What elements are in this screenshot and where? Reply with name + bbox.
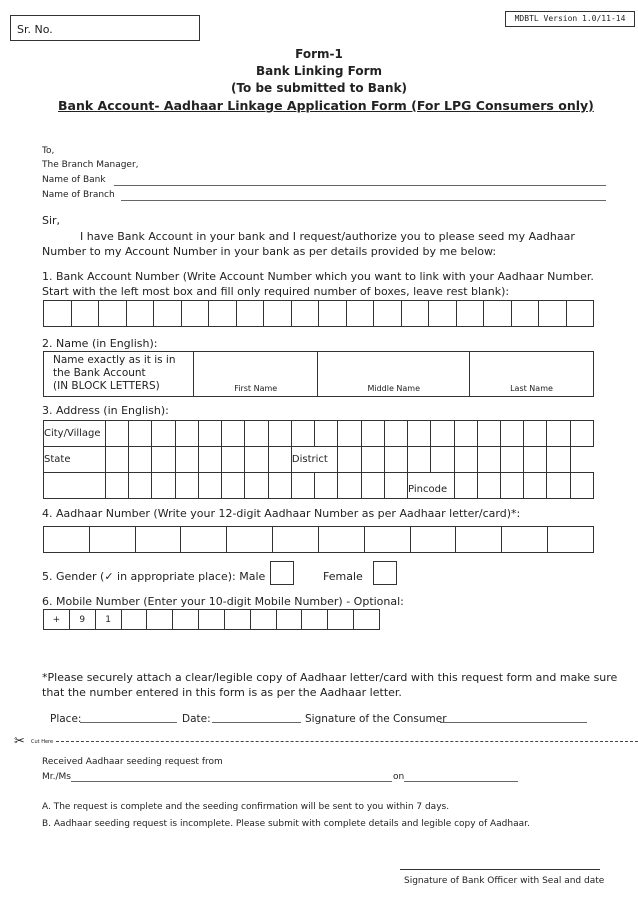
branch-name-label: Name of Branch — [42, 190, 115, 200]
aadhaar-digit-box[interactable] — [44, 527, 90, 553]
address-box[interactable] — [268, 447, 291, 473]
receipt-item-b: B. Aadhaar seeding request is incomplete. Please submit with complete details and legible copy of Aadhaar. — [42, 819, 530, 829]
first-name-label: First Name — [234, 384, 278, 393]
mobile-digit-box[interactable] — [224, 610, 250, 630]
address-box[interactable] — [454, 447, 477, 473]
applicant-name-field[interactable] — [71, 781, 392, 782]
address-box[interactable] — [106, 447, 129, 473]
mobile-digit-box[interactable] — [250, 610, 276, 630]
account-digit-box[interactable] — [236, 301, 264, 327]
account-digit-box[interactable] — [264, 301, 292, 327]
country-code-1: 1 — [95, 610, 121, 630]
district-label: District — [291, 447, 337, 473]
account-digit-box[interactable] — [44, 301, 72, 327]
mobile-digit-box[interactable] — [328, 610, 354, 630]
address-box[interactable] — [268, 421, 291, 447]
receipt-item-a: A. The request is complete and the seeding confirmation will be sent to you within 7 days. — [42, 802, 450, 812]
name-instruction-1: Name exactly as it is in — [53, 354, 176, 366]
submit-note: (To be submitted to Bank) — [230, 81, 408, 95]
account-digit-box[interactable] — [181, 301, 209, 327]
address-box[interactable] — [175, 421, 198, 447]
aadhaar-digit-box[interactable] — [318, 527, 364, 553]
account-digit-box[interactable] — [374, 301, 402, 327]
pincode-box[interactable] — [500, 473, 523, 499]
note-line-2: that the number entered in this form is as per the Aadhaar letter. — [42, 686, 402, 699]
section5-title: 5. Gender (✓ in appropriate place): Male — [42, 570, 266, 583]
address-box[interactable] — [431, 447, 454, 473]
account-digit-box[interactable] — [71, 301, 99, 327]
address-box[interactable] — [198, 421, 221, 447]
last-name-field[interactable] — [470, 352, 594, 397]
cut-here-label: Cut Here — [31, 739, 54, 745]
address-box[interactable] — [152, 421, 175, 447]
aadhaar-digit-box[interactable] — [456, 527, 502, 553]
address-box[interactable] — [500, 447, 523, 473]
pincode-box[interactable] — [570, 473, 593, 499]
name-instruction-cell — [44, 352, 194, 397]
mr-ms-label: Mr./Ms — [42, 772, 71, 782]
account-digit-box[interactable] — [154, 301, 182, 327]
date-label: Date: — [182, 713, 211, 725]
address-box[interactable] — [222, 473, 245, 499]
address-box[interactable] — [129, 447, 152, 473]
address-box[interactable] — [44, 473, 106, 499]
place-label: Place: — [50, 713, 82, 725]
account-digit-box[interactable] — [99, 301, 127, 327]
name-table — [43, 351, 594, 397]
pincode-box[interactable] — [547, 473, 570, 499]
account-digit-box[interactable] — [566, 301, 594, 327]
aadhaar-digit-box[interactable] — [548, 527, 594, 553]
branch-manager-label: The Branch Manager, — [42, 160, 139, 170]
address-box[interactable] — [338, 421, 361, 447]
to-label: To, — [42, 146, 55, 156]
section6-title: 6. Mobile Number (Enter your 10-digit Mobile Number) - Optional: — [42, 595, 404, 608]
address-grid — [43, 420, 594, 499]
address-box[interactable] — [384, 473, 407, 499]
address-box[interactable] — [245, 473, 268, 499]
mobile-digit-box[interactable] — [121, 610, 147, 630]
account-digit-box[interactable] — [539, 301, 567, 327]
consumer-signature-field[interactable] — [440, 722, 587, 723]
on-label: on — [393, 772, 405, 782]
account-digit-box[interactable] — [319, 301, 347, 327]
address-box[interactable] — [315, 473, 338, 499]
address-box[interactable] — [222, 421, 245, 447]
account-digit-box[interactable] — [456, 301, 484, 327]
cut-line — [56, 741, 638, 742]
consumer-signature-label: Signature of the Consumer — [305, 713, 447, 725]
pincode-box[interactable] — [477, 473, 500, 499]
address-box[interactable] — [222, 447, 245, 473]
section4-title: 4. Aadhaar Number (Write your 12-digit Aadhaar Number as per Aadhaar letter/card)*: — [42, 507, 521, 520]
officer-signature-line[interactable] — [400, 869, 600, 870]
address-box[interactable] — [361, 447, 384, 473]
address-box[interactable] — [315, 421, 338, 447]
address-box[interactable] — [338, 447, 361, 473]
aadhaar-digit-box[interactable] — [410, 527, 456, 553]
last-name-label: Last Name — [510, 384, 553, 393]
account-digit-box[interactable] — [429, 301, 457, 327]
account-digit-box[interactable] — [126, 301, 154, 327]
address-box[interactable] — [361, 421, 384, 447]
first-name-field[interactable] — [194, 352, 318, 397]
letter-line-1: I have Bank Account in your bank and I request/authorize you to please seed my Aadhaar — [80, 230, 575, 243]
address-box[interactable] — [129, 421, 152, 447]
address-box[interactable] — [547, 421, 570, 447]
scissors-icon: ✂ — [14, 734, 25, 749]
address-box[interactable] — [338, 473, 361, 499]
mobile-digit-box[interactable] — [302, 610, 328, 630]
aadhaar-digit-box[interactable] — [502, 527, 548, 553]
version-label: MDBTL Version 1.0/11-14 — [505, 11, 635, 27]
address-box[interactable] — [291, 421, 314, 447]
pincode-label: Pincode — [408, 473, 454, 499]
form-subtitle: Bank Account- Aadhaar Linkage Application Form (For LPG Consumers only) — [58, 98, 594, 113]
address-box[interactable] — [291, 473, 314, 499]
note-line-1: *Please securely attach a clear/legible copy of Aadhaar letter/card with this request form and make sure — [42, 671, 618, 684]
mobile-digit-box[interactable] — [147, 610, 173, 630]
mobile-number-grid[interactable] — [43, 609, 380, 630]
mobile-digit-box[interactable] — [354, 610, 380, 630]
address-box[interactable] — [384, 447, 407, 473]
salutation: Sir, — [42, 214, 61, 227]
sr-no-box[interactable] — [10, 15, 200, 41]
account-digit-box[interactable] — [346, 301, 374, 327]
address-box[interactable] — [477, 421, 500, 447]
address-box[interactable] — [384, 421, 407, 447]
account-digit-box[interactable] — [511, 301, 539, 327]
mobile-digit-box[interactable] — [199, 610, 225, 630]
address-box[interactable] — [408, 447, 431, 473]
address-box[interactable] — [129, 473, 152, 499]
middle-name-field[interactable] — [318, 352, 470, 397]
female-checkbox[interactable] — [373, 561, 397, 585]
city-label: City/Village — [44, 421, 106, 447]
section2-title: 2. Name (in English): — [42, 337, 158, 350]
sr-no-label: Sr. No. — [17, 23, 53, 36]
letter-line-2: Number to my Account Number in your bank as per details provided by me below: — [42, 245, 497, 258]
form-title: Bank Linking Form — [255, 64, 383, 78]
address-box[interactable] — [524, 447, 547, 473]
aadhaar-digit-box[interactable] — [364, 527, 410, 553]
address-box[interactable] — [547, 447, 570, 473]
address-box[interactable] — [268, 473, 291, 499]
aadhaar-digit-box[interactable] — [89, 527, 135, 553]
place-field[interactable] — [80, 722, 177, 723]
address-box[interactable] — [152, 473, 175, 499]
address-box[interactable] — [245, 421, 268, 447]
address-box[interactable] — [500, 421, 523, 447]
account-digit-box[interactable] — [209, 301, 237, 327]
aadhaar-digit-box[interactable] — [227, 527, 273, 553]
country-code-9: 9 — [69, 610, 95, 630]
aadhaar-digit-box[interactable] — [273, 527, 319, 553]
name-instruction-3: (IN BLOCK LETTERS) — [53, 380, 160, 392]
address-box[interactable] — [454, 421, 477, 447]
pincode-box[interactable] — [454, 473, 477, 499]
address-box[interactable] — [408, 421, 431, 447]
form-number: Form-1 — [295, 47, 343, 61]
address-box[interactable] — [477, 447, 500, 473]
officer-signature-label: Signature of Bank Officer with Seal and date — [404, 876, 605, 886]
address-box[interactable] — [524, 421, 547, 447]
address-box[interactable] — [106, 473, 129, 499]
received-label: Received Aadhaar seeding request from — [42, 757, 223, 767]
aadhaar-number-grid[interactable] — [43, 526, 594, 553]
address-box[interactable] — [245, 447, 268, 473]
address-box[interactable] — [152, 447, 175, 473]
address-box[interactable] — [361, 473, 384, 499]
address-box[interactable] — [570, 421, 593, 447]
male-checkbox[interactable] — [270, 561, 294, 585]
female-label: Female — [323, 570, 363, 583]
section3-title: 3. Address (in English): — [42, 404, 169, 417]
address-box[interactable] — [198, 473, 221, 499]
mobile-digit-box[interactable] — [276, 610, 302, 630]
aadhaar-digit-box[interactable] — [181, 527, 227, 553]
address-box[interactable] — [175, 447, 198, 473]
pincode-box[interactable] — [524, 473, 547, 499]
account-digit-box[interactable] — [401, 301, 429, 327]
account-digit-box[interactable] — [291, 301, 319, 327]
middle-name-label: Middle Name — [367, 384, 421, 393]
bank-name-label: Name of Bank — [42, 175, 106, 185]
address-box[interactable] — [106, 421, 129, 447]
bank-name-field[interactable] — [114, 185, 606, 186]
name-instruction-2: the Bank Account — [53, 367, 146, 379]
received-date-field[interactable] — [404, 781, 518, 782]
address-box[interactable] — [431, 421, 454, 447]
address-box[interactable] — [175, 473, 198, 499]
plus-prefix: + — [44, 610, 70, 630]
account-digit-box[interactable] — [484, 301, 512, 327]
address-box[interactable] — [198, 447, 221, 473]
mobile-digit-box[interactable] — [173, 610, 199, 630]
date-field[interactable] — [212, 722, 301, 723]
account-number-grid[interactable] — [43, 300, 594, 327]
section1-line-1: 1. Bank Account Number (Write Account Number which you want to link with your Aadhaar Number. — [42, 270, 594, 283]
section1-line-2: Start with the left most box and fill only required number of boxes, leave rest blank): — [42, 285, 510, 298]
branch-name-field[interactable] — [121, 200, 606, 201]
state-label: State — [44, 447, 106, 473]
aadhaar-digit-box[interactable] — [135, 527, 181, 553]
